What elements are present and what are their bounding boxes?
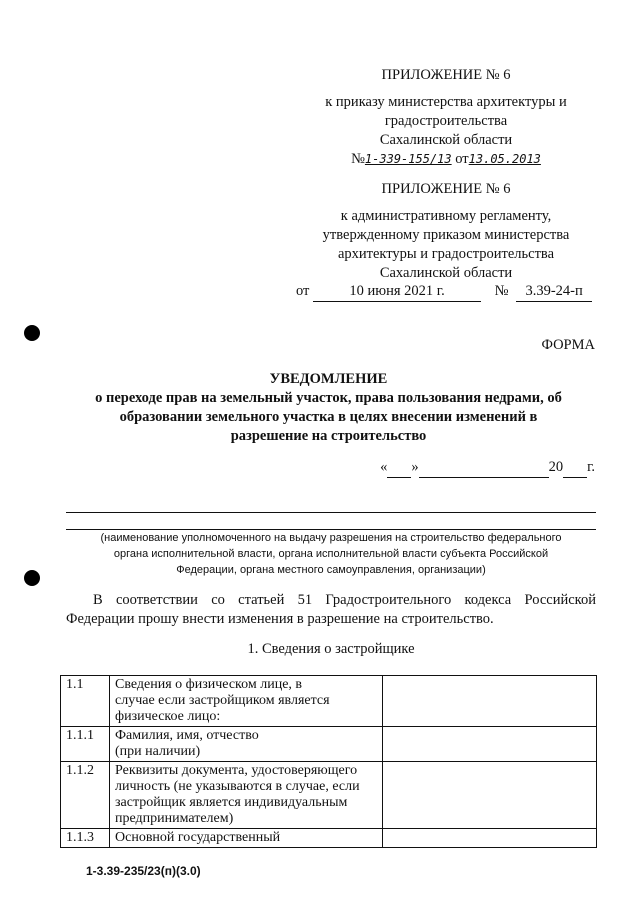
row-description-line: застройщик является индивидуальным: [115, 795, 348, 810]
header2-no-label: №: [494, 283, 509, 299]
row-description-line: Сведения о физическом лице, в: [115, 677, 303, 692]
row-number: 1.1: [61, 676, 110, 727]
row-description-line: личность (не указываются в случае, если: [115, 779, 360, 794]
row-value-cell[interactable]: [383, 762, 597, 829]
notice-title: [60, 370, 597, 446]
punch-hole-bottom: [24, 570, 40, 586]
notice-main-title: УВЕДОМЛЕНИЕ: [269, 371, 388, 387]
body-line-1: В соответствии со статьей 51 Градостроительного кодекса Российской: [93, 592, 596, 608]
date-line: [380, 458, 595, 478]
notice-title-line: образовании земельного участка в целях внесении изменений в: [119, 409, 538, 425]
row-number: 1.1.2: [61, 762, 110, 829]
recipient-caption-line: Федерации, органа местного самоуправления, организации): [176, 564, 486, 576]
header1-title: ПРИЛОЖЕНИЕ № 6: [381, 67, 511, 83]
recipient-line-1: [66, 512, 596, 513]
row-number: 1.1.1: [61, 727, 110, 762]
row-value-cell[interactable]: [383, 676, 597, 727]
header1-date-value: 13.05.2013: [468, 152, 541, 166]
date-year-prefix: 20: [548, 459, 564, 475]
header1-no-value: 1-339-155/13: [364, 152, 452, 166]
row-description-line: физическое лицо:: [115, 709, 221, 724]
section1-title: 1. Сведения о застройщике: [247, 641, 415, 657]
row-description-line: Реквизиты документа, удостоверяющего: [115, 763, 358, 778]
row-value-cell[interactable]: [383, 727, 597, 762]
header-appendix-order: [296, 66, 596, 169]
table-row: [61, 676, 597, 727]
date-year-blank: [563, 458, 587, 478]
table-row: [61, 762, 597, 829]
recipient-caption: [66, 530, 596, 578]
header2-from-label: от: [296, 283, 310, 299]
header2-order-ref: [296, 282, 596, 302]
table-row: [61, 727, 597, 762]
notice-title-line: разрешение на строительство: [230, 428, 427, 444]
table-row: [61, 829, 597, 848]
row-description: [110, 676, 383, 727]
header1-line: Сахалинской области: [379, 132, 513, 148]
header2-line: к административному регламенту,: [340, 208, 552, 224]
row-description-line: Фамилия, имя, отчество: [115, 728, 259, 743]
header1-order-ref: [296, 150, 596, 169]
row-description: [110, 762, 383, 829]
date-day-blank: [387, 458, 411, 478]
row-description-line: случае если застройщиком является: [115, 693, 330, 708]
header2-line: утвержденному приказом министерства: [322, 227, 570, 243]
header1-line: градостроительства: [384, 113, 508, 129]
applicant-info-table: [60, 675, 597, 848]
date-month-blank: [419, 458, 549, 478]
date-open-quote: «: [380, 459, 388, 475]
header2-line: Сахалинской области: [379, 265, 513, 281]
row-description: [110, 727, 383, 762]
body-paragraph: [66, 591, 596, 629]
header-appendix-regulation: [296, 180, 596, 283]
header2-no-value: 3.39-24-п: [516, 282, 592, 302]
recipient-caption-line: (наименование уполномоченного на выдачу разрешения на строительство федерального: [100, 532, 562, 544]
header2-title: ПРИЛОЖЕНИЕ № 6: [381, 181, 511, 197]
notice-title-line: о переходе прав на земельный участок, права пользования недрами, об: [95, 390, 562, 406]
header2-line: архитектуры и градостроительства: [337, 246, 555, 262]
date-year-suffix: г.: [587, 459, 595, 475]
header1-no-label: №: [351, 151, 365, 167]
row-value-cell[interactable]: [383, 829, 597, 848]
forma-label: ФОРМА: [541, 337, 595, 353]
header2-date-value: 10 июня 2021 г.: [313, 282, 481, 302]
row-number: 1.1.3: [61, 829, 110, 848]
header1-from-label: от: [455, 151, 469, 167]
header1-line: к приказу министерства архитектуры и: [325, 94, 567, 110]
row-description-line: предпринимателем): [115, 811, 234, 826]
punch-hole-top: [24, 325, 40, 341]
footer-document-code: 1-3.39-235/23(п)(3.0): [86, 864, 201, 878]
row-description-line: (при наличии): [115, 744, 201, 759]
recipient-caption-line: органа исполнительной власти, органа исполнительной власти субъекта Российской: [113, 548, 549, 560]
date-close-quote: »: [411, 459, 419, 475]
row-description-line: Основной государственный: [115, 830, 281, 845]
body-line-2: Федерации прошу внести изменения в разрешение на строительство.: [66, 611, 494, 627]
row-description: [110, 829, 383, 848]
